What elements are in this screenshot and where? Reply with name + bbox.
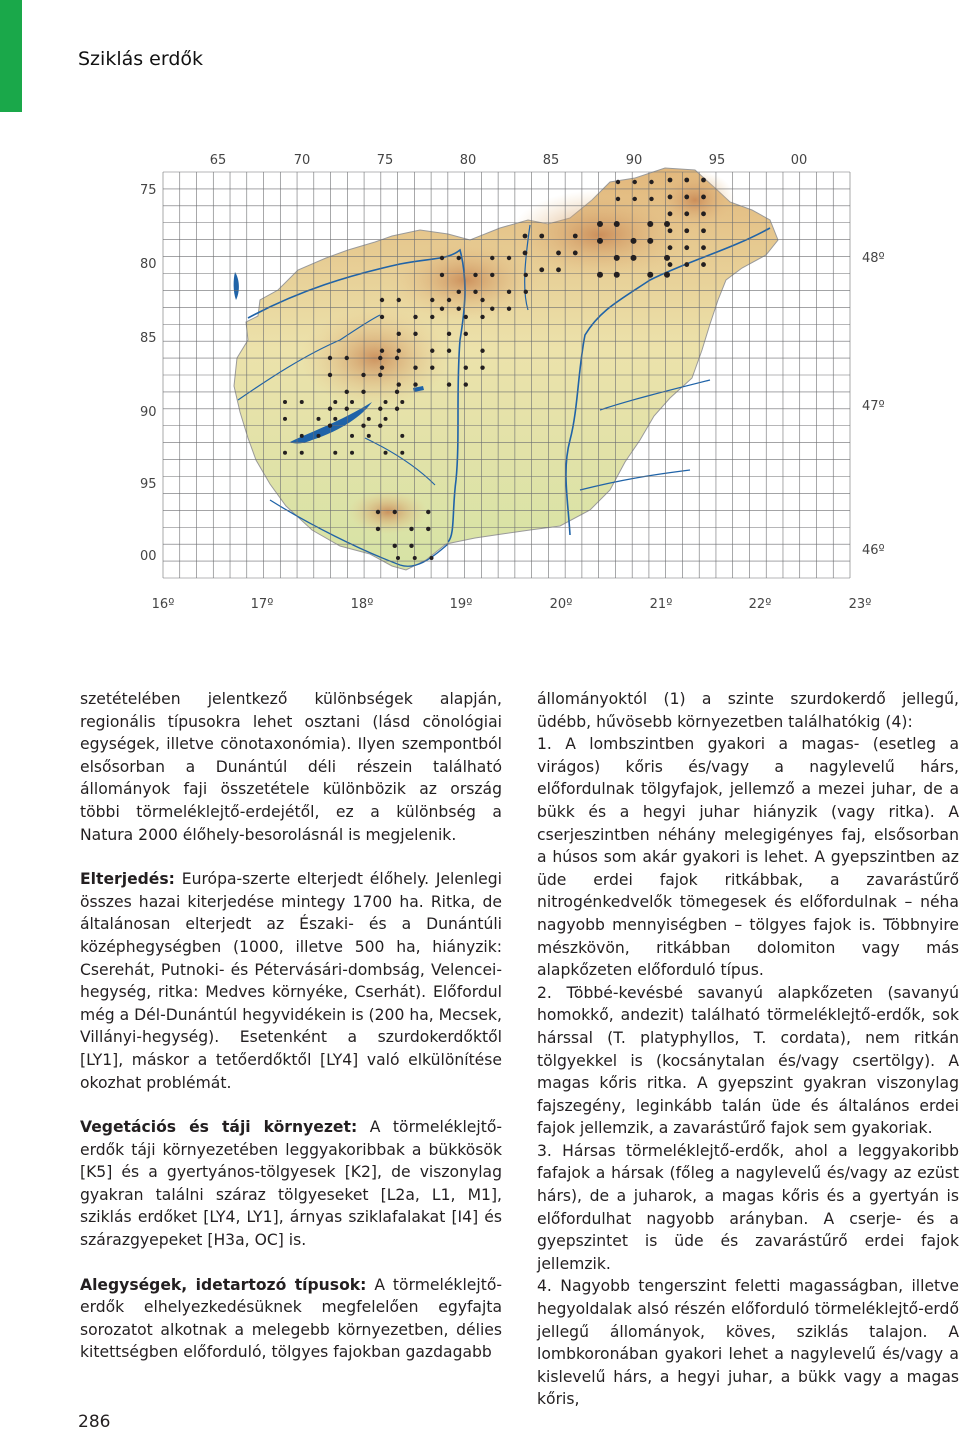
- occurrence-dot: [440, 273, 444, 277]
- occurrence-dot: [480, 298, 484, 302]
- occurrence-dot: [668, 211, 673, 216]
- occurrence-dot: [664, 272, 670, 278]
- occurrence-dot: [378, 407, 382, 411]
- occurrence-dot: [614, 255, 620, 261]
- occurrence-dot: [400, 451, 404, 455]
- occurrence-dot: [345, 390, 349, 394]
- occurrence-dot: [447, 382, 451, 386]
- occurrence-dot: [396, 556, 400, 560]
- occurrence-dot: [413, 365, 417, 369]
- grid-label-top: 00: [790, 153, 808, 168]
- occurrence-dot: [701, 245, 706, 250]
- paragraph-type-2: 2. Többé-kevésbé savanyú alapkőzeten (savanyú homokkő, andezit) található törmeléklejtő-erdők, sok hárssal (T. platyphyllos, T. cordata), nem ritkán tölgyekkel is (kocsánytalan és/vagy csertölgy). A magas kőris ritka. A gyepszint gyakran viszonylag fajszegény, leginkább talán üde és általános erdei fajok jellemzik, a zavarástűrő fajok sem gyakoriak.: [537, 983, 959, 1138]
- paragraph-type-4: 4. Nagyobb tengerszint feletti magasságban, illetve hegyoldalak alsó részén előforduló törmeléklejtő-erdő jellegű állományok, köves, sziklás talajon. A lombkoronában gyakori lehet a nagylevelű és/vagy a kislevelű hárs, a hegyi juhar, a bükk vagy a magas kőris,: [537, 1277, 959, 1409]
- occurrence-dot: [300, 451, 304, 455]
- grid-label-top: 85: [542, 153, 560, 168]
- occurrence-dot: [328, 356, 332, 360]
- grid-label-right: 48º: [862, 251, 885, 266]
- occurrence-dot: [539, 267, 544, 272]
- occurrence-dot: [480, 349, 484, 353]
- occurrence-dot: [384, 451, 388, 455]
- occurrence-dot: [490, 273, 494, 277]
- occurrence-dot: [361, 390, 365, 394]
- occurrence-dot: [333, 400, 337, 404]
- occurrence-dot: [328, 423, 332, 427]
- occurrence-dot: [397, 332, 401, 336]
- occurrence-dot: [597, 221, 603, 227]
- occurrence-dot: [447, 332, 451, 336]
- section-heading: Alegységek, idetartozó típusok:: [80, 1275, 367, 1294]
- occurrence-dot: [684, 245, 689, 250]
- occurrence-dot: [413, 315, 417, 319]
- occurrence-dot: [480, 365, 484, 369]
- occurrence-dot: [380, 315, 384, 319]
- occurrence-dot: [300, 400, 304, 404]
- occurrence-dot: [380, 349, 384, 353]
- occurrence-dot: [393, 510, 397, 514]
- occurrence-dot: [664, 221, 670, 227]
- grid-label-left: 75: [140, 183, 157, 198]
- occurrence-dot: [317, 434, 321, 438]
- page-header-title: Sziklás erdők: [78, 48, 204, 70]
- paragraph-distribution: [80, 868, 502, 1094]
- occurrence-dot: [464, 315, 468, 319]
- paragraph-body: Európa-szerte elterjedt élőhely. Jelenlegi összes hazai kiterjedése mintegy 1700 ha. Ritka, de általánosan elterjedt az Északi- és a Dunántúli középhegységben (1000, illetve 500 ha, hiányzik: Cserehát, Putnoki- és Pétervásári-dombság, Velencei-hegység, ritka: Medves környéke, Cserhát). Előfordul még a Dél-Dunántúl hegyvidékein is (200 ha, Mecsek, Villányi-hegység). Esetenként a szurdokerdőktől [LY1], máskor a tetőerdőktől [LY4] való elkülönítése okozhat problémát.: [80, 870, 503, 1092]
- distribution-map: [130, 140, 960, 620]
- occurrence-dot: [430, 298, 434, 302]
- occurrence-dot: [616, 180, 620, 184]
- section-heading: Vegetációs és táji környezet:: [80, 1118, 358, 1137]
- occurrence-dot: [647, 272, 653, 278]
- occurrence-dot: [283, 400, 287, 404]
- occurrence-dot: [664, 255, 670, 261]
- occurrence-dot: [668, 195, 673, 200]
- occurrence-dot: [573, 251, 578, 256]
- ferto-lake: [234, 272, 239, 300]
- grid-label-bottom: 22º: [748, 597, 772, 612]
- occurrence-dot: [367, 417, 371, 421]
- occurrence-dot: [473, 290, 477, 294]
- occurrence-dot: [426, 527, 430, 531]
- page-number: 286: [78, 1412, 111, 1432]
- occurrence-dot: [684, 228, 689, 233]
- occurrence-dot: [395, 407, 399, 411]
- paragraph-environment: [80, 1116, 502, 1252]
- occurrence-dot: [464, 332, 468, 336]
- occurrence-dot: [668, 178, 673, 183]
- occurrence-dot: [447, 349, 451, 353]
- occurrence-dot: [400, 400, 404, 404]
- occurrence-dot: [633, 197, 637, 201]
- occurrence-dot: [616, 197, 620, 201]
- occurrence-dot: [413, 332, 417, 336]
- occurrence-dot: [507, 307, 511, 311]
- occurrence-dot: [649, 180, 653, 184]
- occurrence-dot: [573, 234, 578, 239]
- occurrence-dot: [283, 451, 287, 455]
- occurrence-dot: [539, 234, 544, 239]
- occurrence-dot: [397, 349, 401, 353]
- occurrence-dot: [345, 356, 349, 360]
- terrain-layer: [234, 168, 778, 570]
- occurrence-dot: [647, 221, 653, 227]
- occurrence-dot: [409, 544, 413, 548]
- grid-label-bottom: 23º: [848, 597, 872, 612]
- occurrence-dot: [464, 382, 468, 386]
- text-column-left: [80, 688, 502, 1364]
- occurrence-dot: [384, 400, 388, 404]
- occurrence-dot: [490, 307, 494, 311]
- occurrence-dot: [556, 251, 561, 256]
- occurrence-dot: [350, 451, 354, 455]
- occurrence-dot: [556, 267, 561, 272]
- occurrence-dot: [350, 400, 354, 404]
- occurrence-dot: [631, 255, 637, 261]
- occurrence-dot: [447, 298, 451, 302]
- occurrence-dot: [684, 211, 689, 216]
- occurrence-dot: [378, 423, 382, 427]
- occurrence-dot: [684, 178, 689, 183]
- grid-label-left: 90: [140, 405, 157, 420]
- occurrence-dot: [614, 221, 620, 227]
- occurrence-dot: [376, 510, 380, 514]
- occurrence-dot: [384, 417, 388, 421]
- occurrence-dot: [507, 256, 511, 260]
- occurrence-dot: [524, 290, 528, 294]
- occurrence-dot: [345, 407, 349, 411]
- occurrence-dot: [413, 382, 417, 386]
- occurrence-dot: [440, 256, 444, 260]
- occurrence-dot: [631, 238, 637, 244]
- occurrence-dot: [380, 365, 384, 369]
- occurrence-dot: [701, 228, 706, 233]
- occurrence-dot: [647, 238, 653, 244]
- paragraph-subunits: [80, 1274, 502, 1364]
- occurrence-dot: [397, 298, 401, 302]
- occurrence-dot: [409, 527, 413, 531]
- occurrence-dot: [464, 365, 468, 369]
- occurrence-dot: [361, 423, 365, 427]
- grid-label-top: 95: [708, 153, 726, 168]
- occurrence-dot: [701, 178, 706, 183]
- occurrence-dot: [395, 390, 399, 394]
- hungary-grid-map: [130, 140, 960, 620]
- occurrence-dot: [333, 417, 337, 421]
- grid-label-bottom: 21º: [649, 597, 673, 612]
- occurrence-dot: [426, 510, 430, 514]
- occurrence-dot: [378, 373, 382, 377]
- occurrence-dot: [430, 349, 434, 353]
- paragraph-type-3: 3. Hársas törmeléklejtő-erdők, ahol a leggyakoribb fafajok a hársak (főleg a nagylevelű és/vagy az ezüst hárs), de a juharok, a magas kőris és a gyertyán is előfordulhat nagyobb arányban. A cserje- és a gyepszintet is üde és zavarástűrő erdei fajok jellemzik.: [537, 1141, 959, 1273]
- occurrence-dot: [480, 315, 484, 319]
- occurrence-dot: [317, 417, 321, 421]
- grid-label-top: 65: [209, 153, 227, 168]
- grid-label-bottom: 17º: [250, 597, 274, 612]
- occurrence-dot: [380, 298, 384, 302]
- occurrence-dot: [597, 272, 603, 278]
- grid-label-right: 46º: [862, 543, 885, 558]
- occurrence-dot: [413, 556, 417, 560]
- grid-label-bottom: 19º: [449, 597, 473, 612]
- occurrence-dot: [490, 256, 494, 260]
- occurrence-dot: [523, 234, 528, 239]
- occurrence-dot: [430, 556, 434, 560]
- chapter-color-tab: [0, 0, 22, 112]
- occurrence-dot: [684, 195, 689, 200]
- grid-label-top: 90: [625, 153, 643, 168]
- occurrence-dot: [457, 256, 461, 260]
- paragraph: szetételében jelentkező különbségek alapján, regionális típusokra lehet osztani (lásd cönológiai egységek, illetve cönotaxonómia). Ilyen szempontból elsősorban a Dunántúl déli részein található állományok faji összetétele különbözik az ország többi törmeléklejtő-erdejétől, ez a különbség a Natura 2000 élőhely-besorolásnál is megjelenik.: [80, 690, 502, 844]
- grid-label-left: 80: [140, 257, 157, 272]
- grid-label-bottom: 16º: [151, 597, 175, 612]
- paragraph-body: A törmeléklejtő-erdők táji környezetében leggyakoribbak a bükkösök [K5] és a gyertyános-tölgyesek [K2], de viszonylag gyakran találni száraz tölgyeseket [L2a, L1, M1], sziklás erdőket [LY4, LY1], árnyas sziklafalakat [I4] és szárazgyepeket [H3a, OC] is.: [80, 1118, 502, 1250]
- occurrence-dot: [614, 272, 620, 278]
- grid-label-top: 70: [293, 153, 311, 168]
- occurrence-dot: [395, 356, 399, 360]
- occurrence-dot: [430, 365, 434, 369]
- occurrence-dot: [400, 434, 404, 438]
- occurrence-dot: [523, 251, 528, 256]
- occurrence-dot: [350, 434, 354, 438]
- occurrence-dot: [333, 451, 337, 455]
- occurrence-dot: [397, 382, 401, 386]
- section-heading: Elterjedés:: [80, 870, 175, 889]
- paragraph: állományoktól (1) a szinte szurdokerdő jellegű, üdébb, hűvösebb környezetben találhatókig (4):: [537, 690, 959, 731]
- occurrence-dot: [668, 245, 673, 250]
- occurrence-dot: [361, 373, 365, 377]
- grid-label-left: 95: [140, 477, 157, 492]
- grid-label-top: 75: [376, 153, 394, 168]
- occurrence-dot: [701, 211, 706, 216]
- occurrence-dot: [473, 273, 477, 277]
- grid-label-left: 00: [140, 549, 157, 564]
- occurrence-dot: [668, 228, 673, 233]
- occurrence-dot: [668, 262, 673, 267]
- occurrence-dot: [701, 195, 706, 200]
- occurrence-dot: [701, 262, 706, 267]
- occurrence-dot: [633, 180, 637, 184]
- occurrence-dot: [597, 238, 603, 244]
- text-column-right: [537, 688, 959, 1411]
- occurrence-dot: [328, 407, 332, 411]
- occurrence-dot: [393, 544, 397, 548]
- occurrence-dot: [430, 315, 434, 319]
- paragraph-body: A törmeléklejtő-erdők elhelyezkedésüknek megfelelően egyfajta sorozatot alkotnak a melegebb környezetben, délies kitettségben előforduló, tölgyes fajokban gazdagabb: [80, 1275, 502, 1362]
- occurrence-dot: [328, 373, 332, 377]
- occurrence-dot: [457, 290, 461, 294]
- paragraph-type-1: 1. A lombszintben gyakori a magas- (esetleg a virágos) kőris és/vagy a nagylevelű hárs, előfordulnak tölgyfajok, jellemző a mezei juhar, de a bükk és a hegyi juhar hiányzik (vagy ritka). A cserjeszintben néhány melegigényes faj, elsősorban a húsos som akár gyakori is lehet. A gyepszintben az üde erdei fajok ritkábbak, a zavarástűrő nitrogénkedvelők tömegesek és előfordulnak – néha nagyobb mennyiségben – tölgyes fajok is. Többnyire mészkövön, ritkábban dolomiton vagy más alapkőzeten előforduló típus.: [537, 735, 959, 980]
- occurrence-dot: [684, 262, 689, 267]
- grid-label-left: 85: [140, 331, 157, 346]
- occurrence-dot: [524, 273, 528, 277]
- occurrence-dot: [378, 356, 382, 360]
- occurrence-dot: [507, 290, 511, 294]
- occurrence-dot: [440, 307, 444, 311]
- occurrence-dot: [300, 434, 304, 438]
- occurrence-dot: [649, 197, 653, 201]
- grid-label-right: 47º: [862, 399, 885, 414]
- grid-label-bottom: 20º: [549, 597, 573, 612]
- occurrence-dot: [367, 434, 371, 438]
- occurrence-dot: [283, 417, 287, 421]
- grid-label-bottom: 18º: [350, 597, 374, 612]
- occurrence-dot: [457, 307, 461, 311]
- occurrence-dot: [376, 527, 380, 531]
- grid-label-top: 80: [459, 153, 477, 168]
